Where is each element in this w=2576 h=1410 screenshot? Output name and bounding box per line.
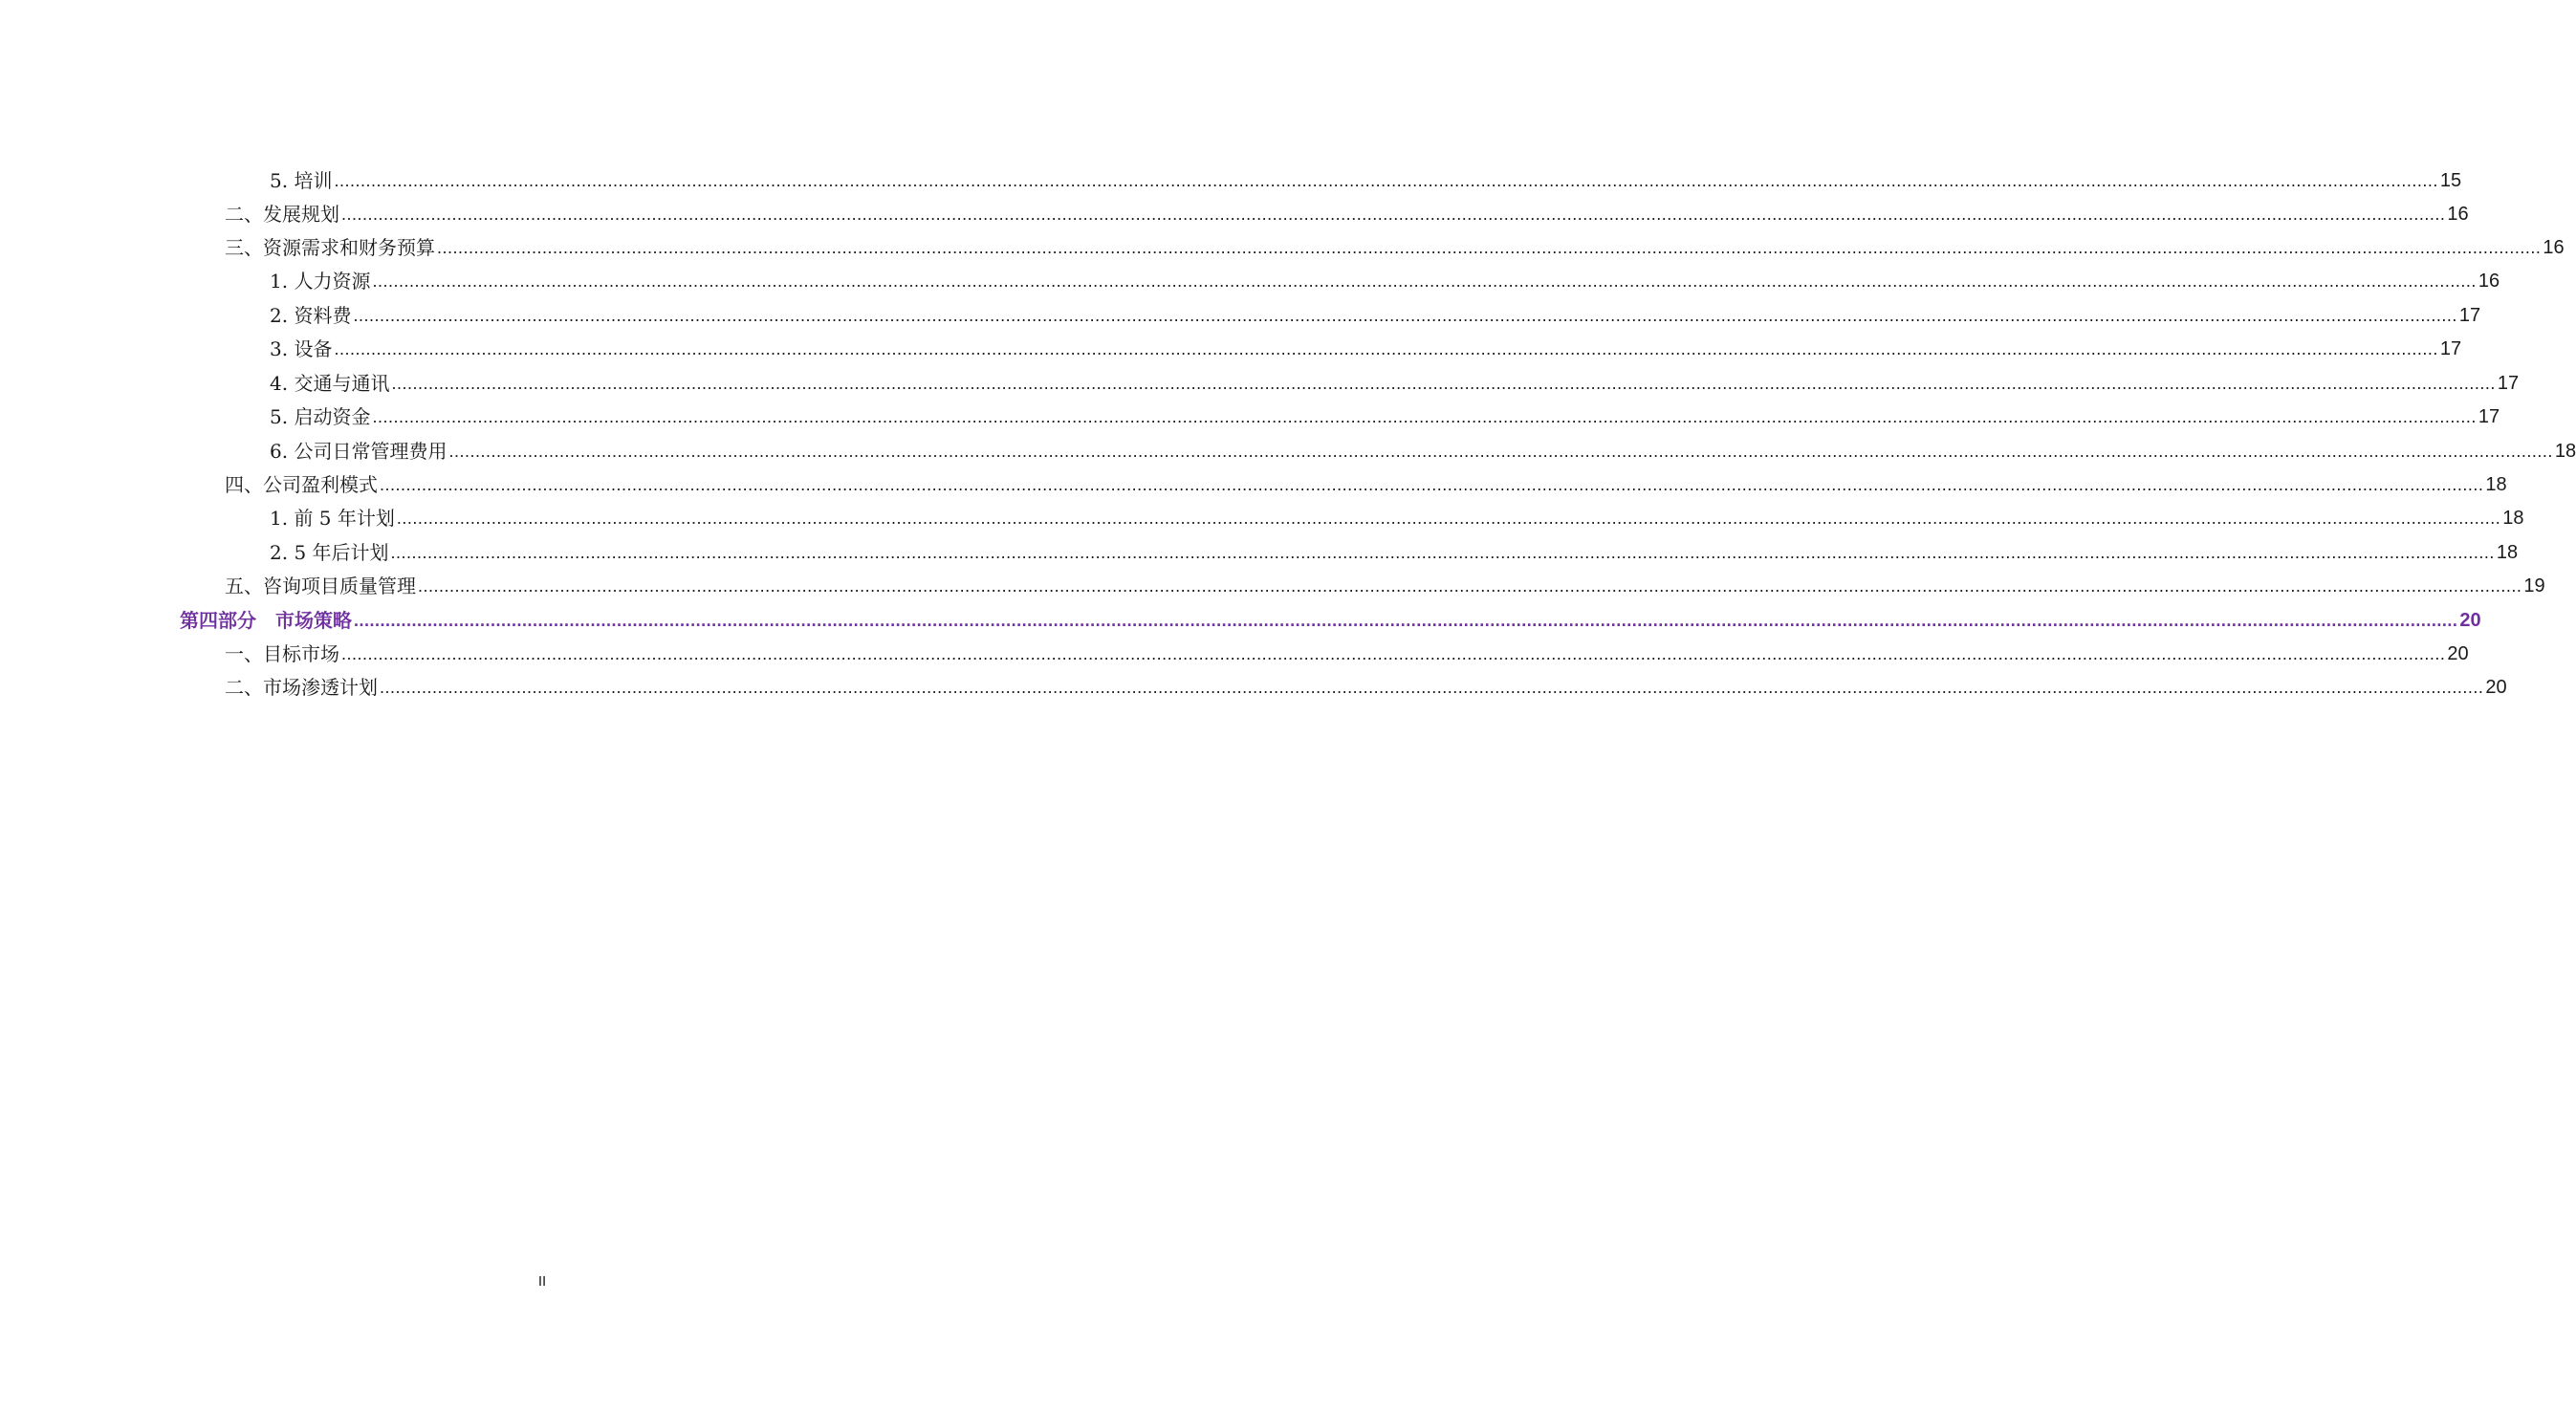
toc-entry-profit-model[interactable] <box>225 468 2507 501</box>
toc-leader-dots: ................................................................................................................................................................................................................................................................................................................................................................................................................ <box>354 611 2458 630</box>
toc-entry-development-plan[interactable] <box>225 198 2469 230</box>
toc-entry-page: 17 <box>2478 406 2500 427</box>
toc-leader-dots: ................................................................................................................................................................................................................................................................................................................................................................................................................ <box>390 543 2495 562</box>
toc-entry-startup-capital[interactable] <box>270 401 2500 433</box>
toc-entry-page: 18 <box>2496 542 2519 563</box>
toc-entry-page: 17 <box>2458 305 2481 326</box>
toc-entry-page: 16 <box>2447 204 2469 225</box>
toc-entry-page: 15 <box>2439 170 2462 191</box>
toc-leader-dots: ................................................................................................................................................................................................................................................................................................................................................................................................................ <box>372 271 2477 291</box>
toc-entry-label: 二、市场渗透计划 <box>225 676 378 699</box>
toc-entry-quality-management[interactable] <box>225 570 2545 602</box>
toc-entry-label: 第四部分 市场策略 <box>180 609 352 632</box>
toc-leader-dots: ................................................................................................................................................................................................................................................................................................................................................................................................................ <box>341 644 2446 663</box>
toc-leader-dots: ................................................................................................................................................................................................................................................................................................................................................................................................................ <box>396 509 2501 528</box>
toc-entry-part-four-market-strategy[interactable] <box>180 604 2481 637</box>
toc-leader-dots: ................................................................................................................................................................................................................................................................................................................................................................................................................ <box>372 407 2477 426</box>
toc-entry-market-penetration[interactable] <box>225 671 2507 704</box>
toc-entry-page: 20 <box>2447 643 2469 664</box>
toc-entry-resources-budget[interactable] <box>225 231 2565 264</box>
toc-entry-label: 5. 启动资金 <box>270 405 371 428</box>
toc-entry-human-resources[interactable] <box>270 265 2500 297</box>
toc-entry-training[interactable] <box>270 164 2462 197</box>
toc-entry-label: 二、发展规划 <box>225 203 339 226</box>
toc-entry-transport-communication[interactable] <box>270 367 2520 400</box>
toc-entry-daily-management-cost[interactable] <box>270 435 2576 467</box>
toc-entry-page: 18 <box>2485 474 2507 495</box>
toc-leader-dots: ................................................................................................................................................................................................................................................................................................................................................................................................................ <box>380 678 2484 697</box>
toc-entry-label: 1. 人力资源 <box>270 270 371 293</box>
toc-leader-dots: ................................................................................................................................................................................................................................................................................................................................................................................................................ <box>437 238 2542 257</box>
toc-entry-page: 17 <box>2497 373 2520 394</box>
toc-entry-label: 五、咨询项目质量管理 <box>225 575 416 597</box>
toc-entry-page: 19 <box>2523 575 2545 597</box>
toc-entry-first-five-years[interactable] <box>270 502 2524 534</box>
toc-leader-dots: ................................................................................................................................................................................................................................................................................................................................................................................................................ <box>334 339 2438 358</box>
toc-entry-label: 6. 公司日常管理费用 <box>270 440 448 463</box>
toc-entry-label: 4. 交通与通讯 <box>270 372 390 395</box>
toc-entry-label: 1. 前 5 年计划 <box>270 507 395 530</box>
toc-entry-page: 16 <box>2478 271 2500 292</box>
toc-leader-dots: ................................................................................................................................................................................................................................................................................................................................................................................................................ <box>391 374 2496 393</box>
toc-entry-page: 17 <box>2439 338 2462 359</box>
toc-entry-target-market[interactable] <box>225 638 2469 670</box>
toc-entry-after-five-years[interactable] <box>270 536 2519 569</box>
toc-leader-dots: ................................................................................................................................................................................................................................................................................................................................................................................................................ <box>448 442 2553 461</box>
toc-entry-label: 三、资源需求和财务预算 <box>225 236 435 259</box>
toc-entry-page: 20 <box>2459 610 2481 631</box>
toc-leader-dots: ................................................................................................................................................................................................................................................................................................................................................................................................................ <box>380 475 2484 494</box>
toc-entry-page: 16 <box>2543 237 2565 258</box>
toc-leader-dots: ................................................................................................................................................................................................................................................................................................................................................................................................................ <box>334 171 2438 190</box>
toc-leader-dots: ................................................................................................................................................................................................................................................................................................................................................................................................................ <box>353 306 2457 325</box>
toc-entry-equipment[interactable] <box>270 333 2462 365</box>
toc-entry-label: 一、目标市场 <box>225 642 339 665</box>
toc-entry-page: 20 <box>2485 677 2507 698</box>
page-number-footer: II <box>537 1273 547 1290</box>
toc-entry-label: 5. 培训 <box>270 169 333 192</box>
toc-entry-label: 3. 设备 <box>270 337 333 360</box>
toc-entry-materials-cost[interactable] <box>270 299 2481 332</box>
toc-leader-dots: ................................................................................................................................................................................................................................................................................................................................................................................................................ <box>418 576 2522 596</box>
toc-entry-label: 2. 资料费 <box>270 304 352 327</box>
toc-entry-label: 四、公司盈利模式 <box>225 473 378 496</box>
toc-entry-page: 18 <box>2502 508 2524 529</box>
toc-leader-dots: ................................................................................................................................................................................................................................................................................................................................................................................................................ <box>341 205 2446 224</box>
toc-entry-page: 18 <box>2554 441 2576 462</box>
toc-entry-label: 2. 5 年后计划 <box>270 541 389 564</box>
